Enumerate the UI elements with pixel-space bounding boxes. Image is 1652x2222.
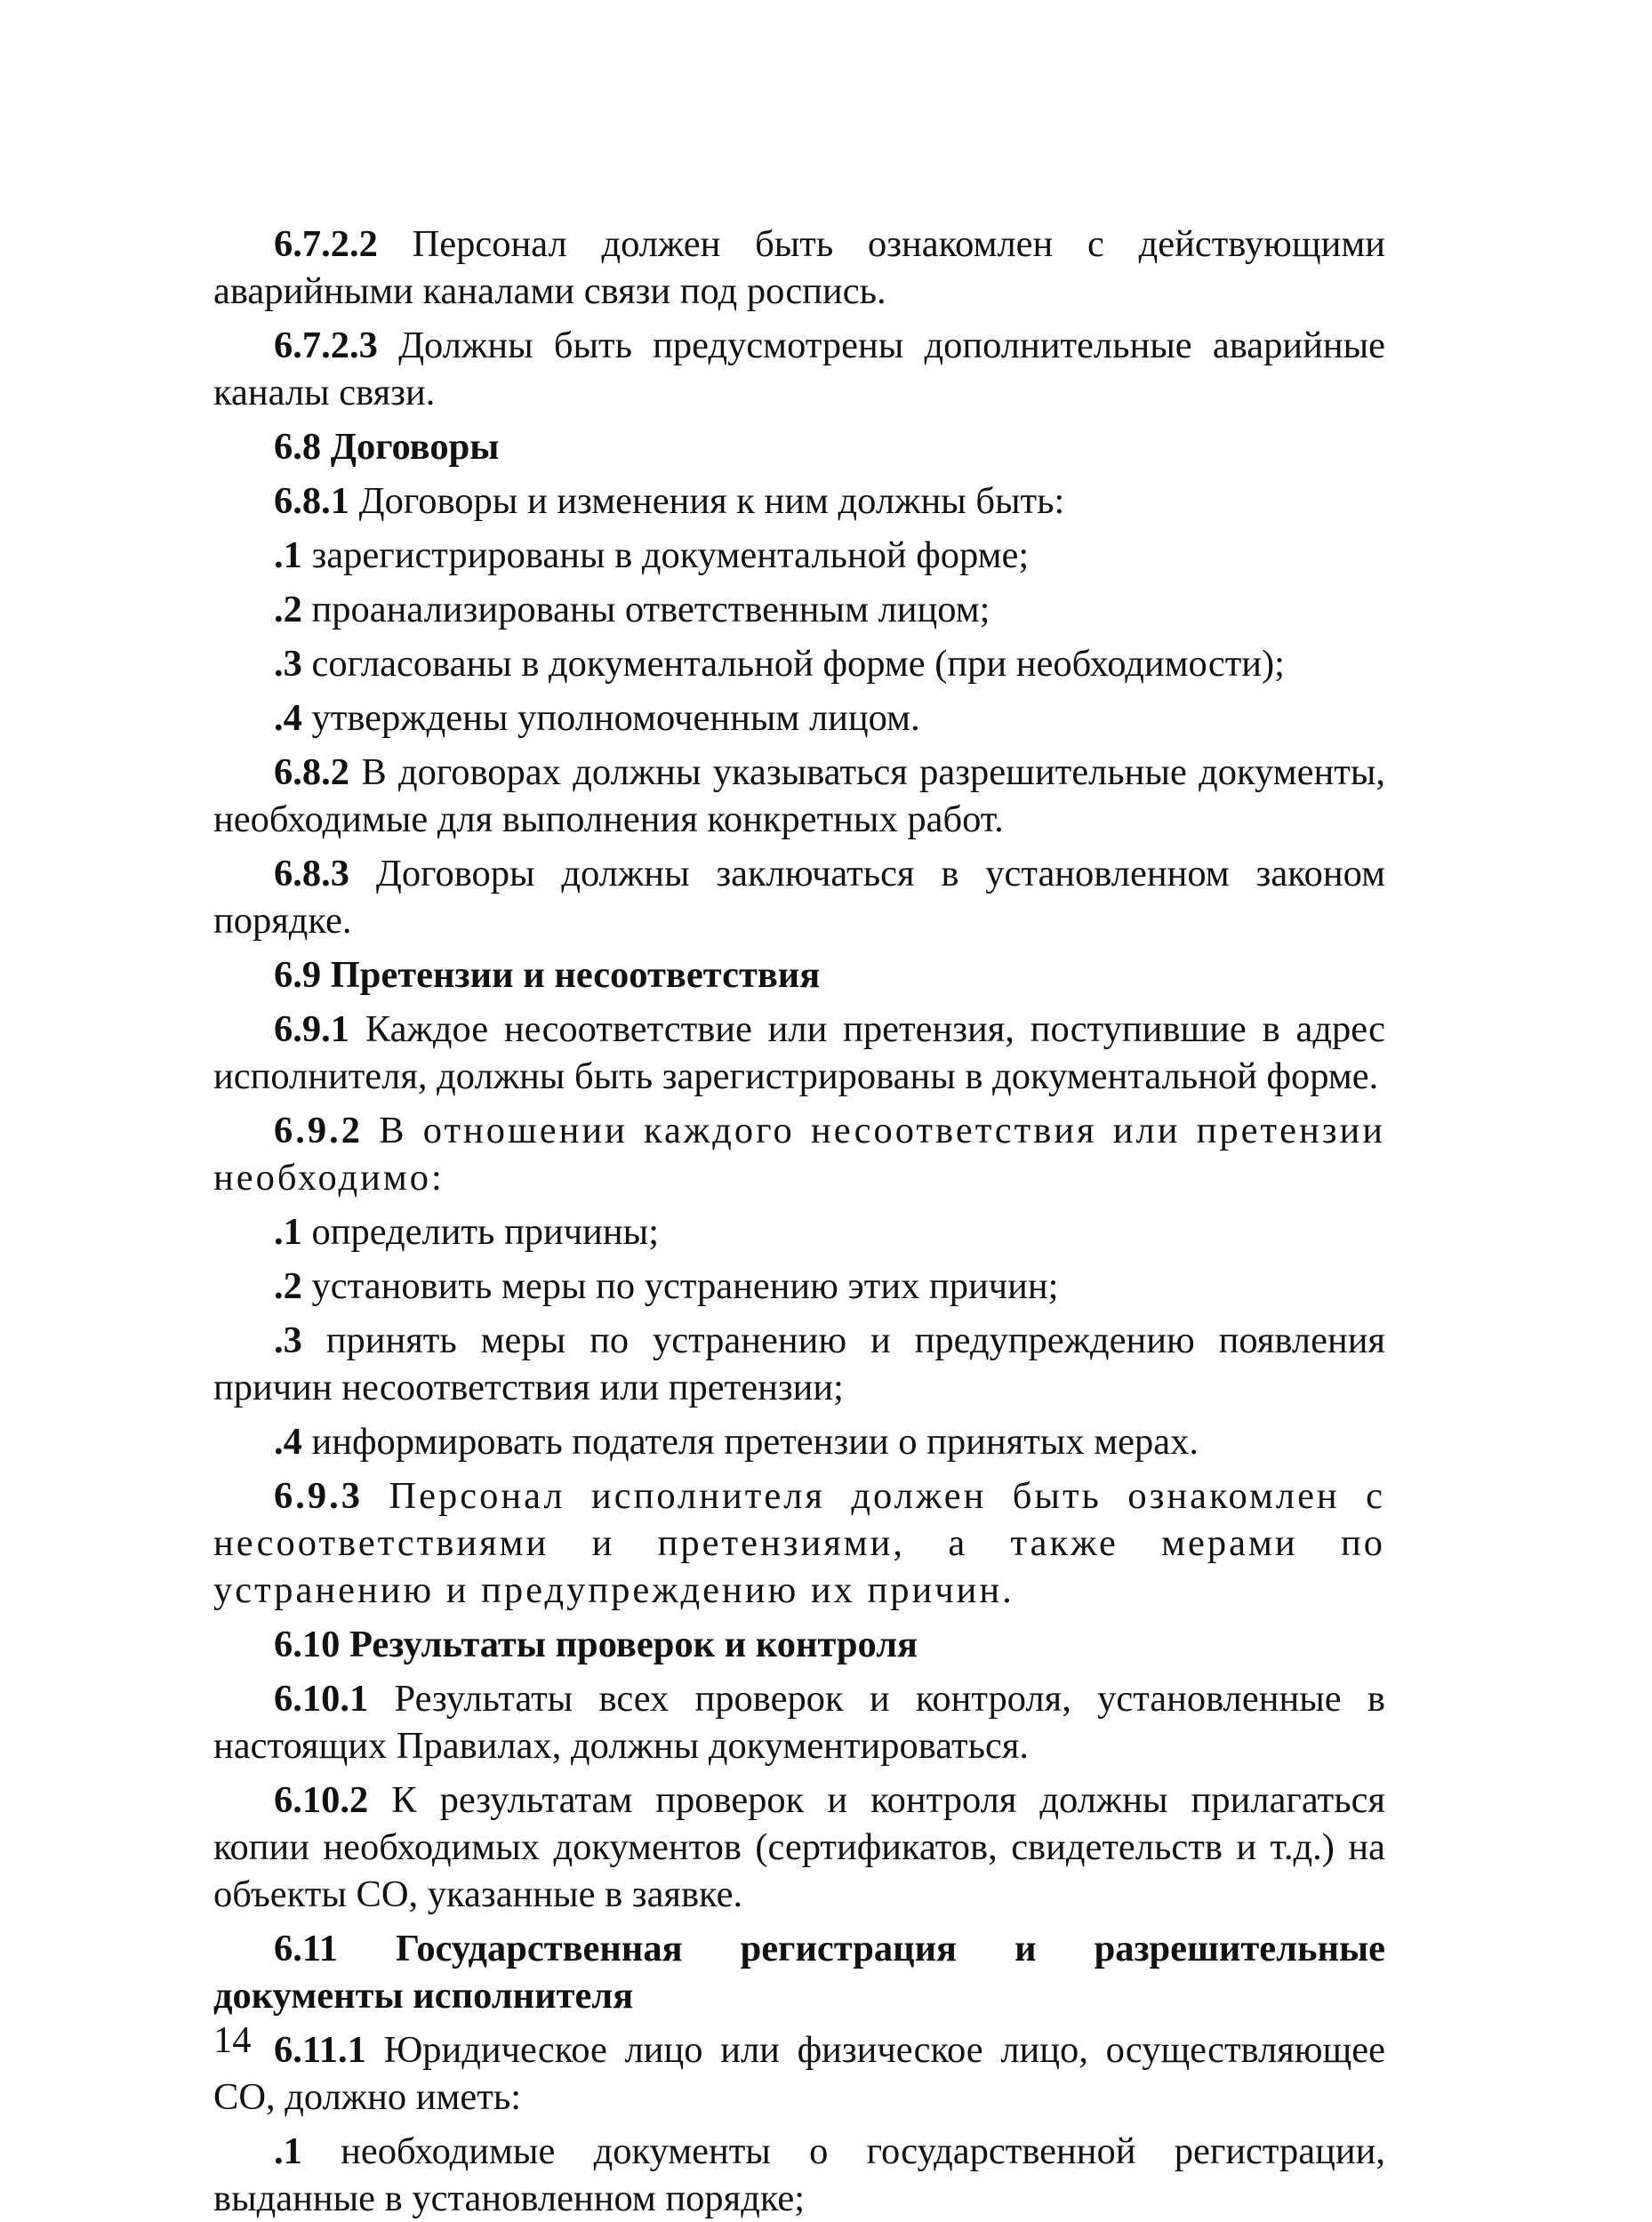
section-heading: 6.10 Результаты проверок и контроля bbox=[274, 1624, 918, 1665]
list-item-6-11-1-1 bbox=[213, 2128, 1385, 2222]
heading-6-8 bbox=[213, 423, 1385, 470]
section-heading: 6.11 Государственная регистрация и разрешительные документы исполнителя bbox=[213, 1928, 1385, 2017]
list-marker: .1 bbox=[274, 2130, 302, 2172]
clause-text: Персонал исполнителя должен быть ознакомлен с несоответствиями и претензиями, а также мерами по устранению и предупреждению их причин. bbox=[213, 1475, 1385, 1611]
list-item-6-9-2-1 bbox=[213, 1208, 1385, 1255]
clause-number: 6.8.2 bbox=[274, 751, 349, 793]
clause-number: 6.10.1 bbox=[274, 1678, 369, 1720]
paragraph-6-8-2 bbox=[213, 749, 1385, 843]
document-body bbox=[213, 221, 1385, 2222]
clause-text: В договорах должны указываться разрешительные документы, необходимые для выполнения конкретных работ. bbox=[213, 751, 1385, 840]
list-marker: .4 bbox=[274, 697, 302, 739]
list-text: согласованы в документальной форме (при необходимости); bbox=[301, 643, 1285, 685]
paragraph-6-8-1 bbox=[213, 477, 1385, 525]
clause-number: 6.8.1 bbox=[274, 480, 349, 522]
paragraph-6-9-2 bbox=[213, 1107, 1385, 1201]
list-marker: .4 bbox=[274, 1421, 302, 1463]
heading-6-10 bbox=[213, 1621, 1385, 1668]
page-number: 14 bbox=[213, 2019, 252, 2061]
paragraph-6-11-1 bbox=[213, 2026, 1385, 2121]
list-marker: .2 bbox=[274, 589, 302, 630]
list-marker: .1 bbox=[274, 1211, 302, 1253]
paragraph-6-7-2-3 bbox=[213, 322, 1385, 416]
list-text: проанализированы ответственным лицом; bbox=[301, 589, 990, 630]
clause-number: 6.7.2.2 bbox=[274, 223, 378, 265]
list-marker: .2 bbox=[274, 1265, 302, 1307]
paragraph-6-9-3 bbox=[213, 1472, 1385, 1614]
list-marker: .3 bbox=[274, 643, 302, 685]
list-item-6-8-1-3 bbox=[213, 640, 1385, 687]
list-item-6-8-1-1 bbox=[213, 532, 1385, 579]
list-marker: .1 bbox=[274, 534, 302, 576]
list-item-6-8-1-2 bbox=[213, 586, 1385, 633]
clause-text: К результатам проверок и контроля должны прилагаться копии необходимых документов (сертификатов, свидетельств и т.д.) на объекты СО, указанные в заявке. bbox=[213, 1779, 1385, 1915]
clause-number: 6.9.3 bbox=[274, 1475, 363, 1517]
clause-text: Персонал должен быть ознакомлен с действующими аварийными каналами связи под роспись. bbox=[213, 223, 1385, 312]
clause-number: 6.8.3 bbox=[274, 853, 349, 894]
clause-number: 6.7.2.3 bbox=[274, 325, 378, 366]
paragraph-6-8-3 bbox=[213, 850, 1385, 944]
paragraph-6-9-1 bbox=[213, 1006, 1385, 1100]
clause-text: В отношении каждого несоответствия или претензии необходимо: bbox=[213, 1110, 1385, 1199]
clause-text: Договоры и изменения к ним должны быть: bbox=[349, 480, 1065, 522]
clause-text: Должны быть предусмотрены дополнительные аварийные каналы связи. bbox=[213, 325, 1385, 413]
section-heading: 6.9 Претензии и несоответствия bbox=[274, 954, 821, 996]
paragraph-6-10-2 bbox=[213, 1777, 1385, 1918]
list-item-6-9-2-3 bbox=[213, 1317, 1385, 1411]
list-text: зарегистрированы в документальной форме; bbox=[301, 534, 1030, 576]
list-item-6-9-2-2 bbox=[213, 1263, 1385, 1310]
list-text: утверждены уполномоченным лицом. bbox=[301, 697, 920, 739]
list-text: информировать подателя претензии о принятых мерах. bbox=[301, 1421, 1199, 1463]
section-heading: 6.8 Договоры bbox=[274, 426, 500, 468]
clause-number: 6.9.2 bbox=[274, 1110, 363, 1151]
list-text: установить меры по устранению этих причин; bbox=[301, 1265, 1059, 1307]
list-item-6-8-1-4 bbox=[213, 694, 1385, 742]
list-text: определить причины; bbox=[301, 1211, 660, 1253]
clause-text: Каждое несоответствие или претензия, поступившие в адрес исполнителя, должны быть зарегистрированы в документальной форме. bbox=[213, 1008, 1385, 1097]
clause-number: 6.10.2 bbox=[274, 1779, 369, 1821]
clause-text: Юридическое лицо или физическое лицо, осуществляющее СО, должно иметь: bbox=[213, 2029, 1385, 2118]
list-text: необходимые документы о государственной регистрации, выданные в установленном порядке; bbox=[213, 2130, 1385, 2219]
clause-number: 6.9.1 bbox=[274, 1008, 349, 1050]
list-item-6-9-2-4 bbox=[213, 1418, 1385, 1465]
list-text: принять меры по устранению и предупреждению появления причин несоответствия или претензии; bbox=[213, 1320, 1385, 1408]
clause-number: 6.11.1 bbox=[274, 2029, 366, 2071]
paragraph-6-10-1 bbox=[213, 1675, 1385, 1769]
heading-6-9 bbox=[213, 951, 1385, 999]
paragraph-6-7-2-2 bbox=[213, 221, 1385, 315]
clause-text: Результаты всех проверок и контроля, установленные в настоящих Правилах, должны документироваться. bbox=[213, 1678, 1385, 1767]
clause-text: Договоры должны заключаться в установленном законом порядке. bbox=[213, 853, 1385, 942]
list-marker: .3 bbox=[274, 1320, 302, 1361]
heading-6-11 bbox=[213, 1925, 1385, 2019]
